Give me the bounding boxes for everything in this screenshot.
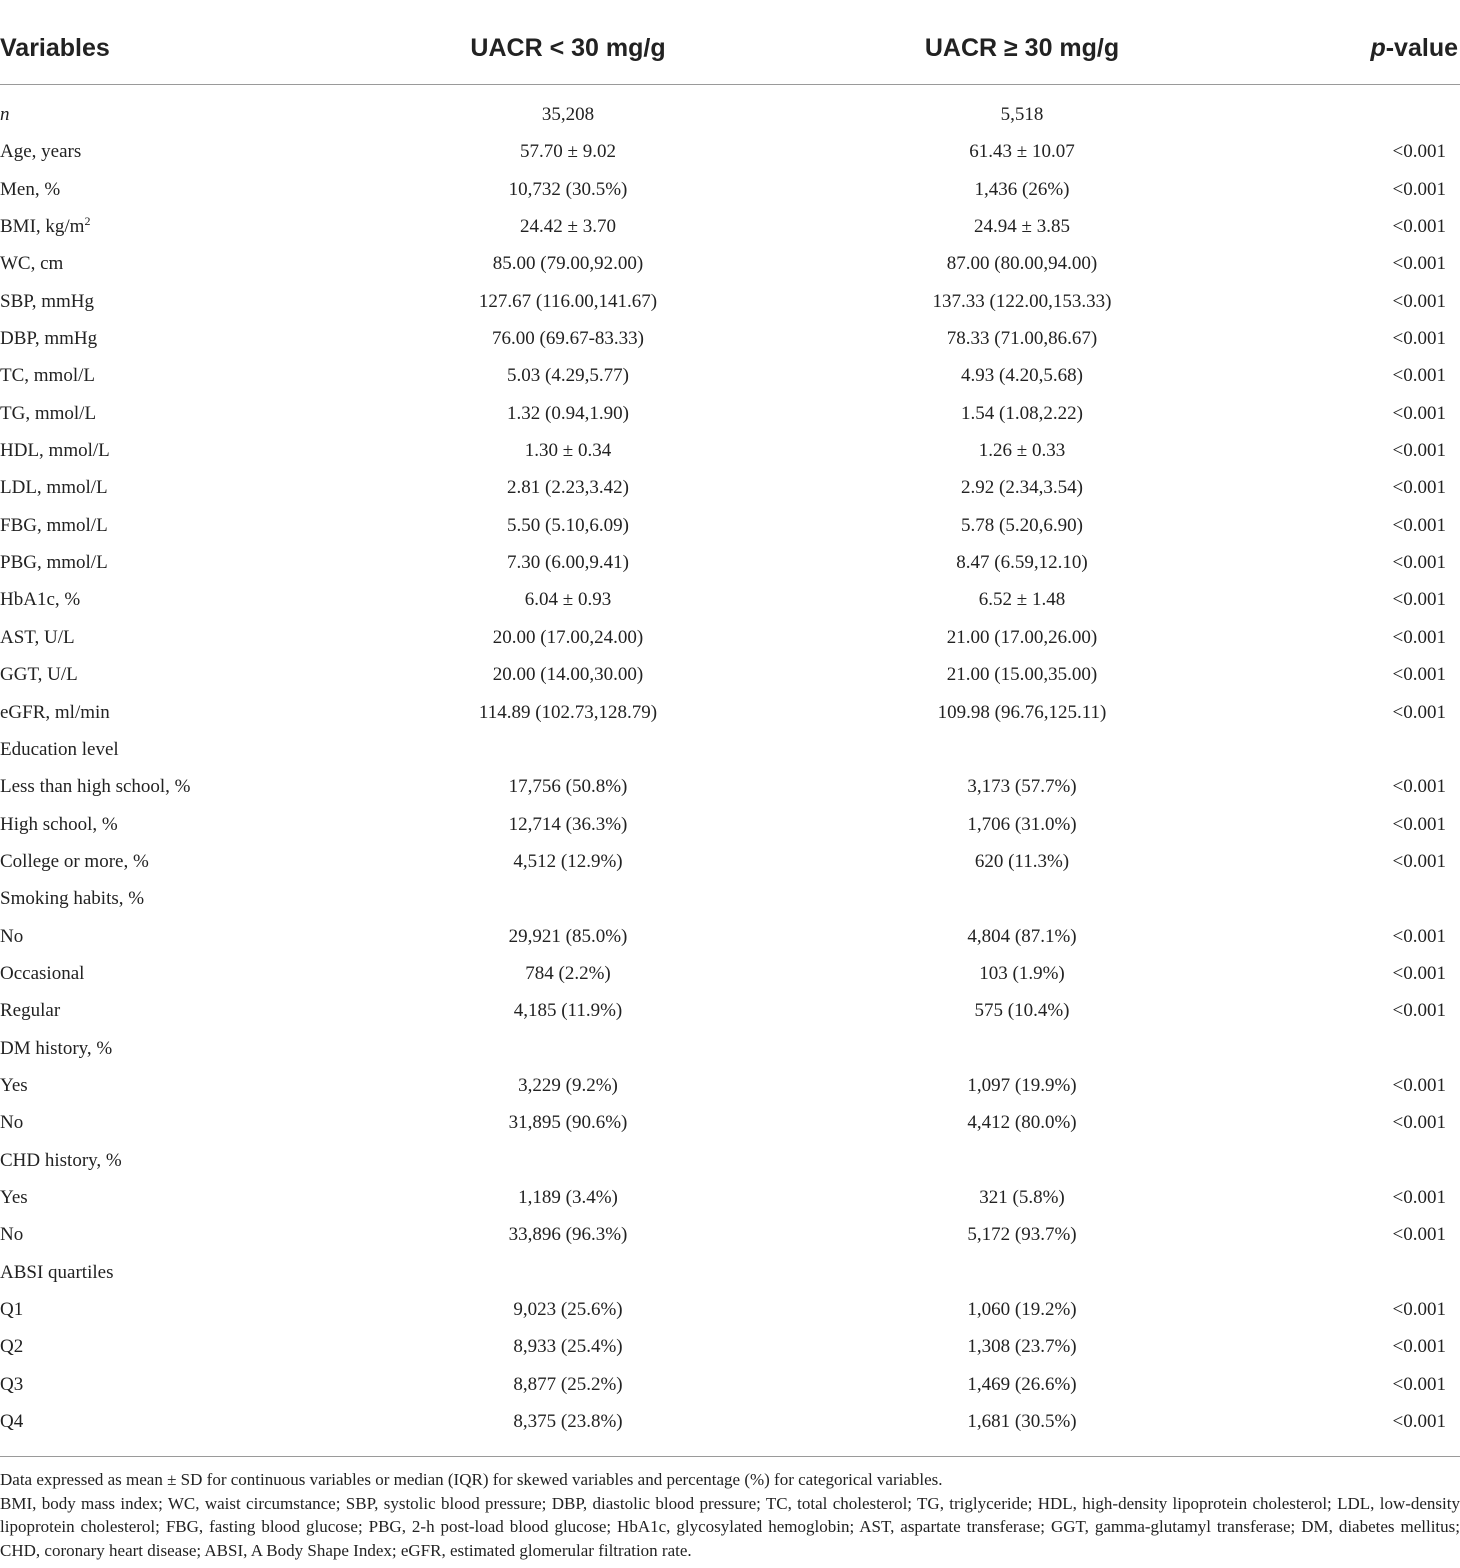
row-label [0,694,110,731]
row-label [0,507,108,544]
uacr-30-or-more-value: 4,804 (87.1%) [967,925,1077,947]
row-label [0,619,75,656]
table-row [0,843,1460,880]
uacr-30-or-more-value: 575 (10.4%) [974,1000,1070,1022]
table-row [0,1366,1460,1403]
row-label [0,1216,23,1253]
p-value: <0.001 [1392,925,1446,947]
p-value: <0.001 [1392,290,1446,312]
table-row [0,1104,1460,1141]
uacr-below-30-value: 8,933 (25.4%) [513,1336,623,1358]
uacr-30-or-more-value: 4.93 (4.20,5.68) [961,365,1083,387]
uacr-30-or-more-value: 137.33 (122.00,153.33) [932,290,1112,312]
row-label [0,469,108,506]
row-label-text: n [0,104,10,125]
uacr-30-or-more-value: 1,436 (26%) [974,178,1070,200]
row-label-text: DM history, % [0,1037,113,1059]
uacr-30-or-more-value: 78.33 (71.00,86.67) [946,328,1098,350]
row-label-text: GGT, U/L [0,664,78,686]
footnote-abbreviations: BMI, body mass index; WC, waist circumstance; SBP, systolic blood pressure; DBP, diastolic blood pressure; TC, total cholesterol; TG, triglyceride; HDL, high-density lipoprotein cholesterol; LDL, low-density lipoprotein cholesterol; FBG, fasting blood glucose; PBG, 2-h post-load blood glucose; HbA1c, glycosylated hemoglobin; AST, aspartate transferase; GGT, gamma-glutamyl transferase; DM, diabetes mellitus; CHD, coronary heart disease; ABSI, A Body Shape Index; eGFR, estimated glomerular filtration rate. [0,1493,1460,1560]
row-label-text: Less than high school, % [0,776,191,798]
p-value: <0.001 [1392,1336,1446,1358]
table-row [0,171,1460,208]
uacr-30-or-more-value: 5,172 (93.7%) [967,1224,1077,1246]
table-row [0,96,1460,133]
table-row [0,544,1460,581]
row-label [0,133,81,170]
table-row [0,320,1460,357]
uacr-below-30-value: 12,714 (36.3%) [508,813,628,835]
table-row [0,469,1460,506]
uacr-below-30-value: 20.00 (14.00,30.00) [492,664,644,686]
row-label-text: DBP, mmHg [0,328,98,350]
table-row [0,245,1460,282]
header-p-value [1370,32,1458,64]
uacr-30-or-more-value: 2.92 (2.34,3.54) [961,477,1083,499]
table-row [0,507,1460,544]
p-value: <0.001 [1392,850,1446,872]
row-label-text: Yes [0,1186,28,1208]
row-label-text: PBG, mmol/L [0,552,108,574]
uacr-30-or-more-value: 1,308 (23.7%) [967,1336,1077,1358]
footnote-abbreviations-data: Data expressed as mean ± SD for continuous variables or median (IQR) for skewed variables and percentage (%) for categorical variables. [0,1470,943,1489]
p-value: <0.001 [1392,514,1446,536]
p-value: <0.001 [1392,216,1446,238]
uacr-below-30-value: 8,375 (23.8%) [513,1411,623,1433]
p-value: <0.001 [1392,365,1446,387]
table-row [0,1291,1460,1328]
table-row [0,1216,1460,1253]
uacr-30-or-more-value: 1,469 (26.6%) [967,1373,1077,1395]
row-label-text: Yes [0,1074,28,1096]
p-value: <0.001 [1392,1224,1446,1246]
header-variables: Variables [0,34,110,62]
row-label [0,208,90,245]
header-uacr-below-30: UACR < 30 mg/g [470,34,666,62]
p-value: <0.001 [1392,141,1446,163]
row-label [0,806,118,843]
uacr-below-30-value: 5.03 (4.29,5.77) [507,365,629,387]
uacr-30-or-more-value: 1,681 (30.5%) [967,1411,1077,1433]
p-value: <0.001 [1392,589,1446,611]
uacr-below-30-value: 10,732 (30.5%) [508,178,628,200]
row-label-text: Education level [0,738,119,760]
row-label [0,768,191,805]
row-label-text: No [0,925,24,947]
uacr-30-or-more-value: 24.94 ± 3.85 [974,216,1070,238]
p-value: <0.001 [1392,253,1446,275]
uacr-below-30-value: 4,185 (11.9%) [513,1000,623,1022]
table-row [0,955,1460,992]
uacr-below-30-value: 114.89 (102.73,128.79) [478,701,658,723]
row-label-text: Occasional [0,962,85,984]
row-label-text: Regular [0,1000,61,1022]
row-label-text: Q1 [0,1299,24,1320]
table-row [0,581,1460,618]
row-label [0,1030,112,1067]
table-row [0,992,1460,1029]
row-label [0,880,144,917]
table-row [0,806,1460,843]
uacr-below-30-value: 57.70 ± 9.02 [520,141,616,163]
row-label-text: High school, % [0,813,118,835]
row-label-text: Q2 [0,1336,24,1358]
p-value: <0.001 [1392,178,1446,200]
table-row [0,1254,1460,1291]
uacr-below-30-value: 35,208 [541,104,595,125]
uacr-below-30-value: 33,896 (96.3%) [508,1224,628,1246]
uacr-30-or-more-value: 6.52 ± 1.48 [978,589,1066,611]
uacr-below-30-value: 5.50 (5.10,6.09) [507,514,629,536]
row-label [0,1328,23,1365]
uacr-below-30-value: 29,921 (85.0%) [508,925,628,947]
row-label-text: LDL, mmol/L [0,477,108,499]
row-label-text: Q3 [0,1373,24,1395]
uacr-below-30-value: 31,895 (90.6%) [508,1112,628,1134]
table-row [0,619,1460,656]
table-row [0,694,1460,731]
uacr-30-or-more-value: 620 (11.3%) [974,850,1070,872]
row-label [0,395,96,432]
uacr-30-or-more-value: 1,097 (19.9%) [967,1074,1077,1096]
row-label [0,1104,23,1141]
p-value: <0.001 [1392,440,1446,462]
row-label-superscript: 2 [84,214,91,229]
table-body [0,96,1460,1440]
uacr-30-or-more-value: 61.43 ± 10.07 [969,141,1075,163]
p-value: <0.001 [1392,1373,1446,1395]
uacr-below-30-value: 2.81 (2.23,3.42) [507,477,629,499]
row-label [0,320,97,357]
uacr-below-30-value: 4,512 (12.9%) [513,850,623,872]
table-row [0,1067,1460,1104]
table-row [0,768,1460,805]
table-row [0,1142,1460,1179]
uacr-below-30-value: 8,877 (25.2%) [513,1373,623,1395]
table-row [0,208,1460,245]
table-row [0,731,1460,768]
uacr-30-or-more-value: 21.00 (15.00,35.00) [946,664,1098,686]
table-row [0,357,1460,394]
table-row [0,918,1460,955]
uacr-below-30-value: 7.30 (6.00,9.41) [507,552,629,574]
uacr-30-or-more-value: 5,518 [1000,104,1044,125]
table-header [0,0,1460,85]
row-label [0,1142,122,1179]
row-label [0,245,63,282]
p-value: <0.001 [1392,1186,1446,1208]
p-value: <0.001 [1392,1112,1446,1134]
table-row [0,1328,1460,1365]
row-label-text: AST, U/L [0,626,75,648]
row-label-text: No [0,1224,24,1246]
row-label-text: TC, mmol/L [0,365,95,387]
row-label [0,1291,23,1328]
row-label [0,1403,23,1440]
table-row [0,432,1460,469]
row-label [0,432,110,469]
row-label [0,96,10,133]
row-label-text: CHD history, % [0,1149,122,1171]
p-value: <0.001 [1392,962,1446,984]
table-row [0,1030,1460,1067]
row-label [0,283,94,320]
uacr-below-30-value: 24.42 ± 3.70 [520,216,616,238]
row-label [0,1254,113,1291]
row-label [0,656,78,693]
row-label-text: Q4 [0,1411,24,1433]
uacr-below-30-value: 784 (2.2%) [525,962,611,984]
uacr-below-30-value: 17,756 (50.8%) [508,776,628,798]
row-label [0,843,149,880]
uacr-30-or-more-value: 5.78 (5.20,6.90) [961,514,1083,536]
p-value: <0.001 [1392,1411,1446,1433]
row-label-text: FBG, mmol/L [0,514,108,536]
uacr-below-30-value: 1.30 ± 0.34 [524,440,612,462]
table-row [0,395,1460,432]
row-label [0,1067,28,1104]
row-label-text: HbA1c, % [0,589,81,611]
uacr-30-or-more-value: 4,412 (80.0%) [967,1112,1077,1134]
row-label [0,992,60,1029]
row-label [0,918,23,955]
row-label [0,171,60,208]
row-label-text: No [0,1112,24,1134]
p-value: <0.001 [1392,1299,1446,1320]
p-value: <0.001 [1392,552,1446,574]
row-label [0,357,95,394]
header-p-rest: -value [1385,34,1458,62]
row-label [0,1366,23,1403]
row-label [0,731,119,768]
row-label [0,544,108,581]
row-label [0,1179,28,1216]
p-value: <0.001 [1392,701,1446,723]
row-label-text: HDL, mmol/L [0,440,110,462]
row-label-text: BMI, kg/m [0,216,85,238]
row-label [0,955,84,992]
row-label-text: Age, years [0,141,82,163]
uacr-30-or-more-value: 3,173 (57.7%) [967,776,1077,798]
uacr-below-30-value: 1,189 (3.4%) [518,1186,618,1208]
uacr-30-or-more-value: 1.26 ± 0.33 [978,440,1066,462]
uacr-30-or-more-value: 21.00 (17.00,26.00) [946,626,1098,648]
p-value: <0.001 [1392,776,1446,798]
uacr-below-30-value: 127.67 (116.00,141.67) [478,290,658,312]
uacr-30-or-more-value: 321 (5.8%) [979,1186,1065,1208]
p-value: <0.001 [1392,328,1446,350]
table-row [0,880,1460,917]
uacr-30-or-more-value: 109.98 (96.76,125.11) [937,701,1107,723]
uacr-30-or-more-value: 1,706 (31.0%) [967,813,1077,835]
table-row [0,1403,1460,1440]
uacr-below-30-value: 1.32 (0.94,1.90) [507,402,629,424]
uacr-30-or-more-value: 87.00 (80.00,94.00) [946,253,1098,275]
row-label-text: TG, mmol/L [0,402,97,424]
p-value: <0.001 [1392,1000,1446,1022]
row-label-text: Men, % [0,178,61,200]
table-footnotes [0,1456,1460,1562]
uacr-below-30-value: 76.00 (69.67-83.33) [492,328,644,350]
uacr-30-or-more-value: 1,060 (19.2%) [967,1299,1077,1320]
p-value: <0.001 [1392,477,1446,499]
uacr-below-30-value: 6.04 ± 0.93 [524,589,612,611]
row-label-text: WC, cm [0,253,64,275]
p-value: <0.001 [1392,813,1446,835]
p-value: <0.001 [1392,626,1446,648]
row-label-text: Smoking habits, % [0,888,145,910]
table-row [0,283,1460,320]
uacr-below-30-value: 85.00 (79.00,92.00) [492,253,644,275]
row-label-text: eGFR, ml/min [0,701,110,723]
uacr-30-or-more-value: 103 (1.9%) [979,962,1065,984]
p-value: <0.001 [1392,1074,1446,1096]
row-label-text: College or more, % [0,850,149,872]
p-value: <0.001 [1392,664,1446,686]
uacr-below-30-value: 9,023 (25.6%) [513,1299,623,1320]
table-row [0,656,1460,693]
header-p-italic: p [1370,34,1386,62]
table-row [0,133,1460,170]
uacr-30-or-more-value: 1.54 (1.08,2.22) [961,402,1083,424]
row-label [0,581,80,618]
row-label-text: ABSI quartiles [0,1261,114,1283]
uacr-below-30-value: 20.00 (17.00,24.00) [492,626,644,648]
p-value: <0.001 [1392,402,1446,424]
header-uacr-30-or-more: UACR ≥ 30 mg/g [924,34,1120,62]
table-row [0,1179,1460,1216]
uacr-30-or-more-value: 8.47 (6.59,12.10) [956,552,1088,574]
row-label-text: SBP, mmHg [0,290,94,312]
uacr-below-30-value: 3,229 (9.2%) [518,1074,618,1096]
